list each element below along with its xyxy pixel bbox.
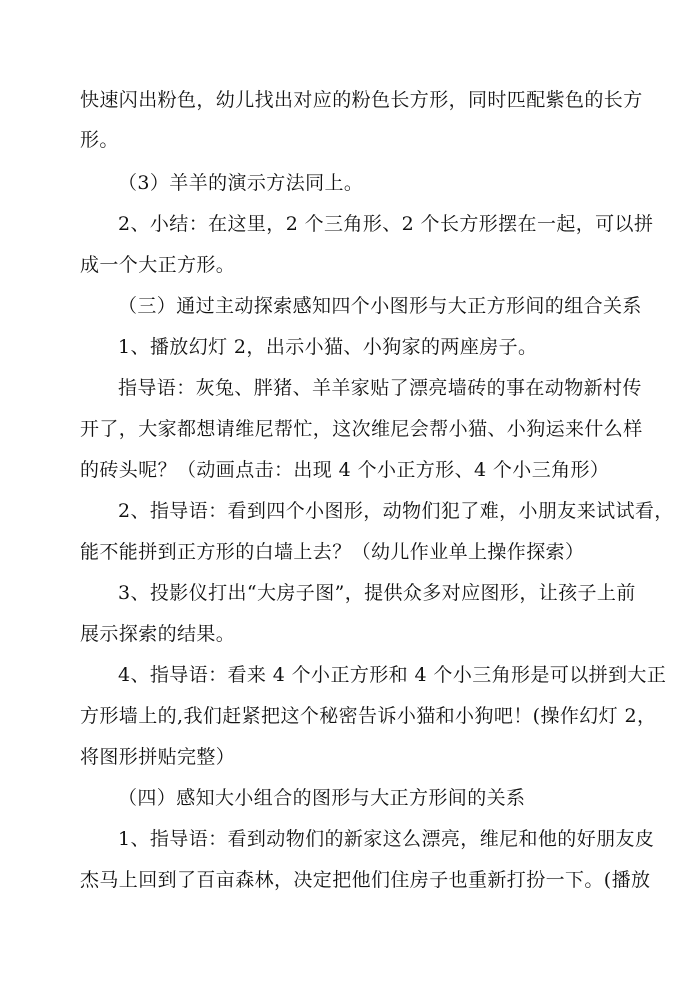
text-line: 将图形拼贴完整） (80, 746, 236, 768)
text-line: 能不能拼到正方形的白墙上去？（幼儿作业单上操作探索） (80, 541, 585, 563)
section-heading: （三）通过主动探索感知四个小图形与大正方形间的组合关系 (118, 295, 642, 317)
text-line: 3、投影仪打出“大房子图”，提供众多对应图形，让孩子上前 (118, 582, 636, 604)
text-line: 4、指导语：看来 4 个小正方形和 4 个小三角形是可以拼到大正 (118, 664, 667, 686)
text-line: 形。 (80, 129, 119, 151)
text-line: 1、播放幻灯 2，出示小猫、小狗家的两座房子。 (118, 336, 538, 358)
text-line: 快速闪出粉色，幼儿找出对应的粉色长方形，同时匹配紫色的长方 (80, 89, 643, 111)
text-line: 方形墙上的,我们赶紧把这个秘密告诉小猫和小狗吧！(操作幻灯 2， (80, 705, 657, 727)
text-line: 指导语：灰兔、胖猪、羊羊家贴了漂亮墙砖的事在动物新村传 (118, 377, 642, 399)
text-line: （3）羊羊的演示方法同上。 (118, 172, 364, 194)
text-line: 的砖头呢？（动画点击：出现 4 个小正方形、4 个小三角形） (80, 459, 610, 481)
text-line: 1、指导语：看到动物们的新家这么漂亮，维尼和他的好朋友皮 (118, 828, 655, 850)
text-line: 杰马上回到了百亩森林，决定把他们住房子也重新打扮一下。(播放 (80, 869, 651, 891)
text-line: 2、指导语：看到四个小图形，动物们犯了难，小朋友来试试看， (118, 500, 674, 522)
text-line: 2、小结：在这里，2 个三角形、2 个长方形摆在一起，可以拼 (118, 213, 654, 235)
text-line: 展示探索的结果。 (80, 623, 236, 645)
text-line: 成一个大正方形。 (80, 254, 236, 276)
section-heading: （四）感知大小组合的图形与大正方形间的关系 (118, 787, 526, 809)
text-line: 开了，大家都想请维尼帮忙，这次维尼会帮小猫、小狗运来什么样 (80, 418, 643, 440)
